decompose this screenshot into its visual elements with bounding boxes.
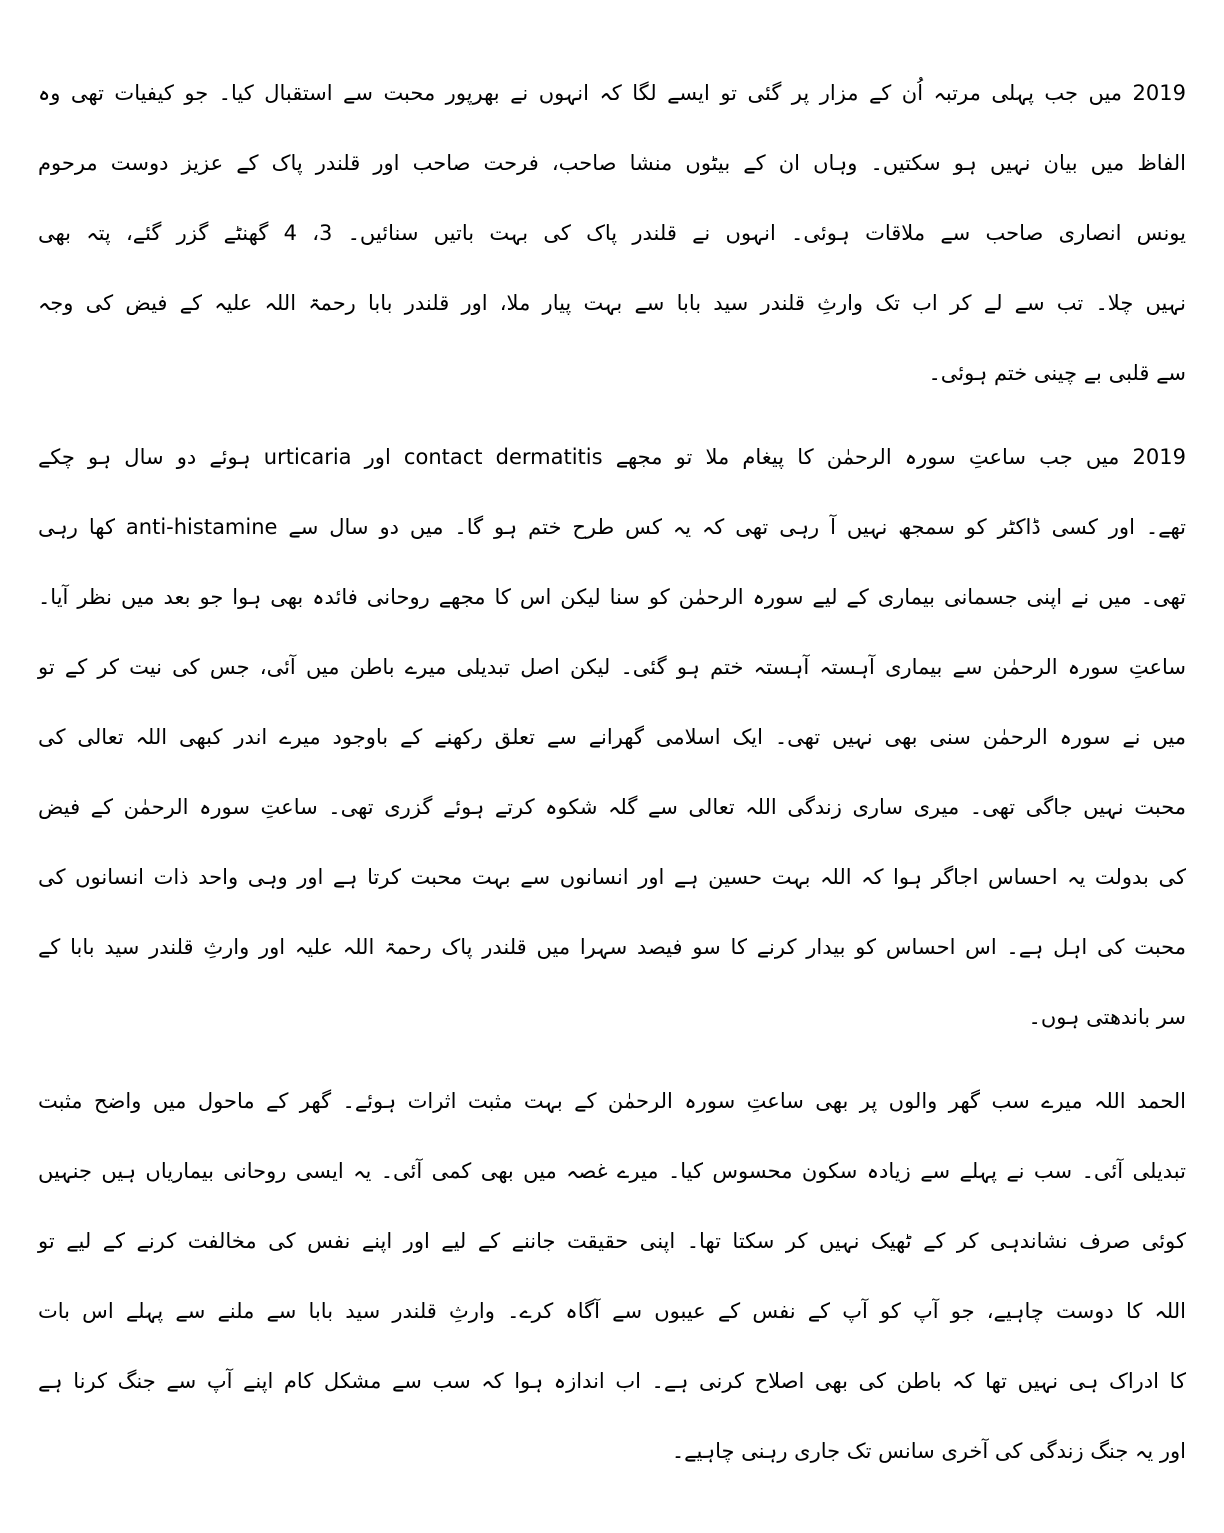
text-line: اور یہ جنگ زندگی کی آخری سانس تک جاری رہنی چاہیے۔ — [671, 1439, 1186, 1463]
text-line: تھی۔ میں نے اپنی جسمانی بیماری کے لیے سورہ الرحمٰن کو سنا لیکن اس کا مجھے روحانی فائدہ بھی ہوا جو بعد میں نظر آیا۔ — [38, 585, 1186, 609]
text-line: سے قلبی بے چینی ختم ہوئی۔ — [928, 361, 1186, 385]
text-line: اللہ کا دوست چاہیے، جو آپ کو آپ کے نفس کے عیبوں سے آگاہ کرے۔ وارثِ قلندر سید بابا سے ملنے سے پہلے اس بات — [38, 1299, 1186, 1323]
text-line: یونس انصاری صاحب سے ملاقات ہوئی۔ انہوں نے قلندر پاک کی بہت باتیں سنائیں۔ 3، 4 گھنٹے گزر گئے، پتہ بھی — [38, 221, 1186, 245]
text-line: الحمد اللہ میرے سب گھر والوں پر بھی ساعتِ سورہ الرحمٰن کے بہت مثبت اثرات ہوئے۔ گھر کے ماحول میں واضح مثبت — [38, 1089, 1186, 1113]
text-line: کی بدولت یہ احساس اجاگر ہوا کہ اللہ بہت حسین ہے اور انسانوں سے بہت محبت کرتا ہے اور وہی واحد ذات انسانوں کی — [38, 865, 1186, 889]
text-line: تھے۔ اور کسی ڈاکٹر کو سمجھ نہیں آ رہی تھی کہ یہ کس طرح ختم ہو گا۔ میں دو سال سے anti-histamine کھا رہی — [38, 515, 1186, 539]
text-line: 2019 میں جب ساعتِ سورہ الرحمٰن کا پیغام ملا تو مجھے contact dermatitis اور urticaria ہوئے دو سال ہو چکے — [38, 445, 1186, 469]
text-line: تبدیلی آئی۔ سب نے پہلے سے زیادہ سکون محسوس کیا۔ میرے غصہ میں بھی کمی آئی۔ یہ ایسی روحانی بیماریاں ہیں جنہیں — [38, 1159, 1186, 1183]
text-line: الفاظ میں بیان نہیں ہو سکتیں۔ وہاں ان کے بیٹوں منشا صاحب، فرحت صاحب اور قلندر پاک کے عزیز دوست مرحوم — [38, 151, 1186, 175]
text-line: کوئی صرف نشاندہی کر کے ٹھیک نہیں کر سکتا تھا۔ اپنی حقیقت جاننے کے لیے اور اپنے نفس کی مخالفت کرنے کے لیے تو — [38, 1229, 1186, 1253]
text-line: کا ادراک ہی نہیں تھا کہ باطن کی بھی اصلاح کرنی ہے۔ اب اندازہ ہوا کہ سب سے مشکل کام اپنے آپ سے جنگ کرنا ہے — [38, 1369, 1186, 1393]
text-line: 2019 میں جب پہلی مرتبہ اُن کے مزار پر گئی تو ایسے لگا کہ انہوں نے بھرپور محبت سے استقبال کیا۔ جو کیفیات تھی وہ — [38, 81, 1186, 105]
text-line: سر باندھتی ہوں۔ — [1028, 1005, 1186, 1029]
text-line: محبت نہیں جاگی تھی۔ میری ساری زندگی اللہ تعالی سے گلہ شکوہ کرتے ہوئے گزری تھی۔ ساعتِ سورہ الرحمٰن کے فیض — [38, 795, 1186, 819]
text-line: محبت کی اہل ہے۔ اس احساس کو بیدار کرنے کا سو فیصد سہرا میں قلندر پاک رحمۃ اللہ علیہ اور وارثِ قلندر سید بابا کے — [38, 935, 1186, 959]
text-line: نہیں چلا۔ تب سے لے کر اب تک وارثِ قلندر سید بابا سے بہت پیار ملا، اور قلندر بابا رحمۃ اللہ علیہ کے فیض کی وجہ — [38, 291, 1186, 315]
paragraph — [38, 422, 1186, 1052]
text-line: ساعتِ سورہ الرحمٰن سے بیماری آہستہ آہستہ ختم ہو گئی۔ لیکن اصل تبدیلی میرے باطن میں آئی، جس کی نیت کر کے تو — [38, 655, 1186, 679]
text-line: میں نے سورہ الرحمٰن سنی بھی نہیں تھی۔ ایک اسلامی گھرانے سے تعلق رکھنے کے باوجود میرے اندر کبھی اللہ تعالی کی — [38, 725, 1186, 749]
paragraph — [38, 58, 1186, 408]
paragraph — [38, 1066, 1186, 1486]
